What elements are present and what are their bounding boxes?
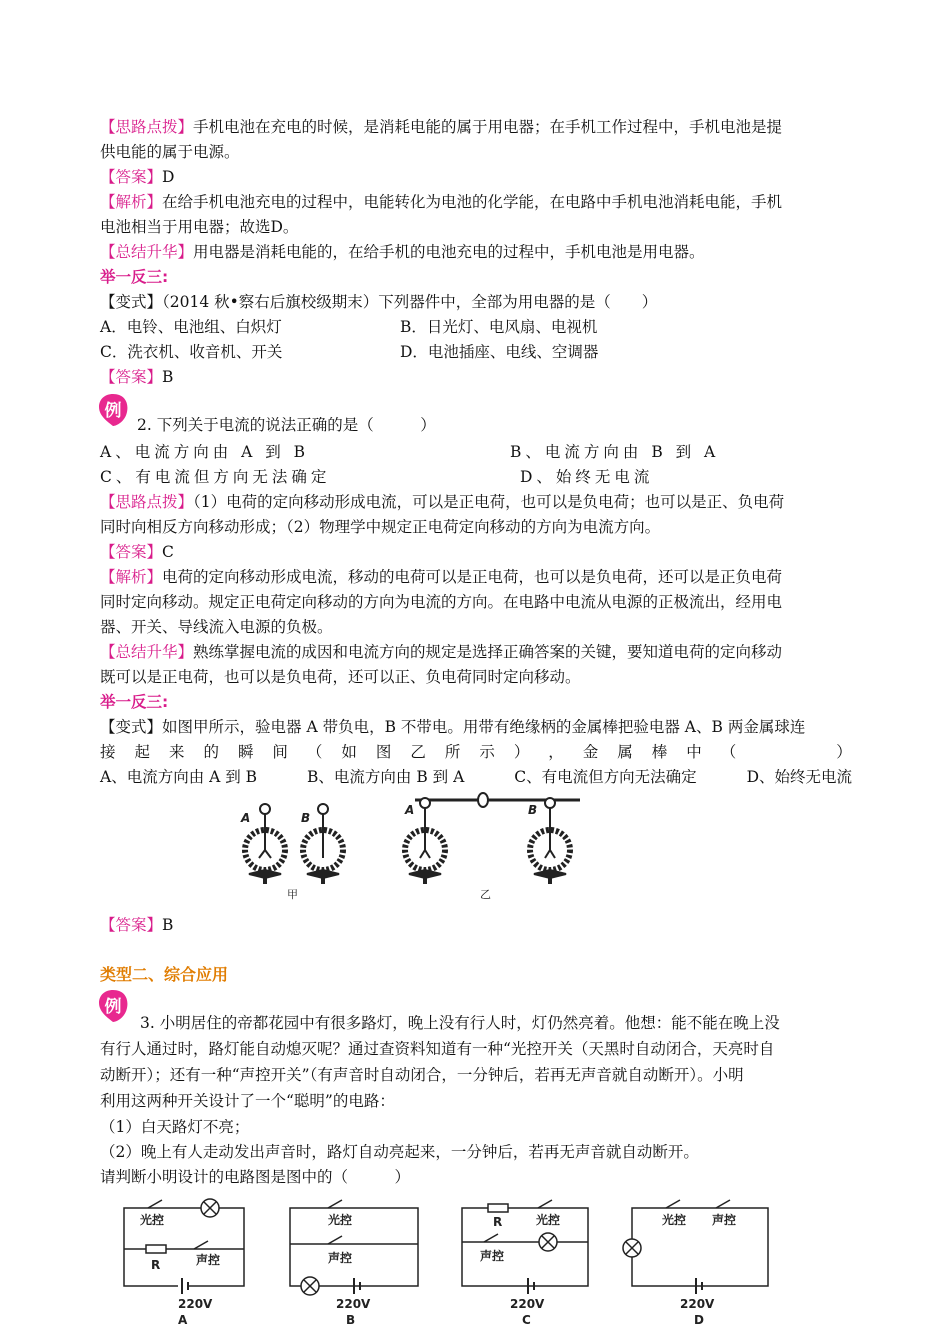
q1-summary: 【总结升华】用电器是消耗电能的，在给手机的电池充电的过程中，手机电池是用电器。 [100, 243, 705, 261]
q3-line7: 请判断小明设计的电路图是图中的（ ） [100, 1168, 411, 1186]
spread-word: 乙 [410, 743, 426, 761]
spread-word: 间 [272, 743, 288, 761]
spread-word: （ [720, 743, 737, 761]
circuit-c [462, 1200, 588, 1294]
circuit-b-light-label: 光控 [328, 1213, 353, 1227]
fig-label-yi: 乙 [480, 888, 491, 901]
q2-variant-line2 [100, 741, 852, 763]
fig-label-jia: 甲 [287, 888, 298, 901]
q1-variant-answer: 【答案】B [100, 368, 174, 386]
circuit-b-label: B [346, 1313, 356, 1324]
circuit-d-voltage: 220V [680, 1297, 715, 1311]
circuit-c-sound-label: 声控 [480, 1249, 505, 1263]
circuit-a-light-label: 光控 [140, 1213, 165, 1227]
electroscope-jia-a [245, 804, 285, 884]
q3-line4: 利用这两种开关设计了一个“聪明”的电路： [100, 1092, 395, 1110]
circuit-d-label: D [694, 1313, 704, 1324]
q2-analysis-line3: 器、开关、导线流入电源的负极。 [100, 618, 333, 636]
circuit-d [623, 1200, 768, 1294]
type2-heading: 类型二、综合应用 [100, 965, 229, 984]
example-badge-icon [96, 392, 130, 428]
spread-word: 金 [582, 743, 599, 761]
circuit-a-sound-label: 声控 [196, 1253, 221, 1267]
circuit-c-voltage: 220V [510, 1297, 545, 1311]
q2-variant-answer: 【答案】B [100, 916, 174, 934]
q2-answer: 【答案】C [100, 543, 174, 561]
q2-hint-line1: 【思路点拨】（1）电荷的定向移动形成电流，可以是正电荷，也可以是负电荷；也可以是正、负电荷 [100, 493, 785, 511]
spread-word: 图 [375, 743, 392, 761]
q1-answer: 【答案】D [100, 168, 175, 186]
spread-word: 如 [341, 743, 357, 761]
q2-practice-heading: 举一反三: [100, 693, 169, 711]
circuit-a-voltage: 220V [178, 1297, 213, 1311]
svg-text:例: 例 [104, 401, 122, 421]
circuit-diagrams [118, 1194, 782, 1324]
circuit-a-r-label: R [151, 1258, 161, 1272]
q1-options-row1: A．电铃、电池组、白炽灯 B．日光灯、电风扇、电视机 [100, 318, 598, 336]
svg-text:例: 例 [104, 997, 122, 1017]
spread-word: ， [548, 743, 564, 761]
spread-word: 属 [617, 743, 633, 761]
circuit-d-sound-label: 声控 [712, 1213, 737, 1227]
circuit-a-label: A [178, 1313, 188, 1324]
q2-question: 2. 下列关于电流的说法正确的是（ ） [137, 416, 436, 434]
spread-word: （ [306, 743, 323, 761]
q2-options-row2: C、有电流但方向无法确定 D、始终无电流 [100, 468, 654, 486]
q1-hint-line2: 供电能的属于电源。 [100, 143, 240, 161]
fig-label-b: B [301, 811, 311, 825]
q1-analysis-line2: 电池相当于用电器；故选D。 [100, 218, 299, 236]
spread-word: 棒 [651, 743, 668, 761]
fig-label-b2: B [528, 803, 538, 817]
spread-word [755, 741, 817, 763]
fig-label-a: A [241, 811, 251, 825]
q3-line1: 3. 小明居住的帝都花园中有很多路灯，晚上没有行人时，灯仍然亮着。他想：能不能在晚上没 [140, 1014, 780, 1032]
q1-practice-heading: 举一反三: [100, 268, 169, 286]
q3-line2: 有行人通过时，路灯能自动熄灭呢？通过查资料知道有一种“光控开关（天黑时自动闭合，天亮时自 [100, 1040, 775, 1058]
circuit-b [290, 1200, 418, 1295]
spread-word: 来 [168, 743, 185, 761]
example-badge-icon [96, 988, 130, 1024]
q1-analysis-line1: 【解析】在给手机电池充电的过程中，电能转化为电池的化学能，在电路中手机电池消耗电能，手机 [100, 193, 783, 211]
spread-word: ） [513, 743, 530, 761]
q2-summary-line1: 【总结升华】熟练掌握电流的成因和电流方向的规定是选择正确答案的关键，要知道电荷的定向移动 [100, 643, 783, 661]
electroscope-figure [235, 792, 585, 902]
q2-variant-line1: 【变式】如图甲所示，验电器 A 带负电，B 不带电。用带有绝缘柄的金属棒把验电器 A、B 两金属球连 [100, 718, 806, 736]
q2-options-row1: A、电流方向由 A 到 B B、电流方向由 B 到 A [100, 443, 720, 461]
q1-hint-line1: 【思路点拨】手机电池在充电的时候，是消耗电能的属于用电器；在手机工作过程中，手机电池是提 [100, 118, 783, 136]
circuit-c-label: C [522, 1313, 531, 1324]
circuit-b-sound-label: 声控 [328, 1251, 353, 1265]
spread-word: 接 [100, 743, 116, 761]
spread-word: 示 [479, 743, 495, 761]
spread-word: 起 [134, 743, 150, 761]
q2-variant-options: A、电流方向由 A 到 B B、电流方向由 B 到 A C、有电流但方向无法确定 D、始终无电流 [100, 768, 852, 786]
q3-line3: 动断开）；还有一种“声控开关”（有声音时自动闭合，一分钟后，若再无声音就自动断开）。小明 [100, 1066, 744, 1084]
circuit-b-voltage: 220V [336, 1297, 371, 1311]
circuit-c-r-label: R [493, 1215, 503, 1229]
q2-summary-line2: 既可以是正电荷，也可以是负电荷，还可以正、负电荷同时定向移动。 [100, 668, 581, 686]
spread-word: 瞬 [237, 743, 254, 761]
q3-line5: （1）白天路灯不亮； [100, 1118, 250, 1136]
spread-word: 所 [444, 743, 461, 761]
fig-label-a2: A [405, 803, 415, 817]
spread-word: 的 [203, 743, 219, 761]
q3-line6: （2）晚上有人走动发出声音时，路灯自动亮起来，一分钟后，若再无声音就自动断开。 [100, 1143, 699, 1161]
circuit-d-light-label: 光控 [662, 1213, 687, 1227]
spread-word: ） [836, 743, 852, 761]
circuit-c-light-label: 光控 [536, 1213, 561, 1227]
q1-variant-question: 【变式】（2014 秋•察右后旗校级期末）下列器件中，全部为用电器的是（ ） [100, 293, 658, 311]
q2-analysis-line1: 【解析】电荷的定向移动形成电流，移动的电荷可以是正电荷，也可以是负电荷，还可以是正负电荷 [100, 568, 783, 586]
q2-analysis-line2: 同时定向移动。规定正电荷定向移动的方向为电流的方向。在电路中电流从电源的正极流出，经用电 [100, 593, 783, 611]
spread-word: 中 [686, 743, 702, 761]
q2-hint-line2: 同时向相反方向移动形成；（2）物理学中规定正电荷定向移动的方向为电流方向。 [100, 518, 661, 536]
q1-options-row2: C．洗衣机、收音机、开关 D．电池插座、电线、空调器 [100, 343, 599, 361]
